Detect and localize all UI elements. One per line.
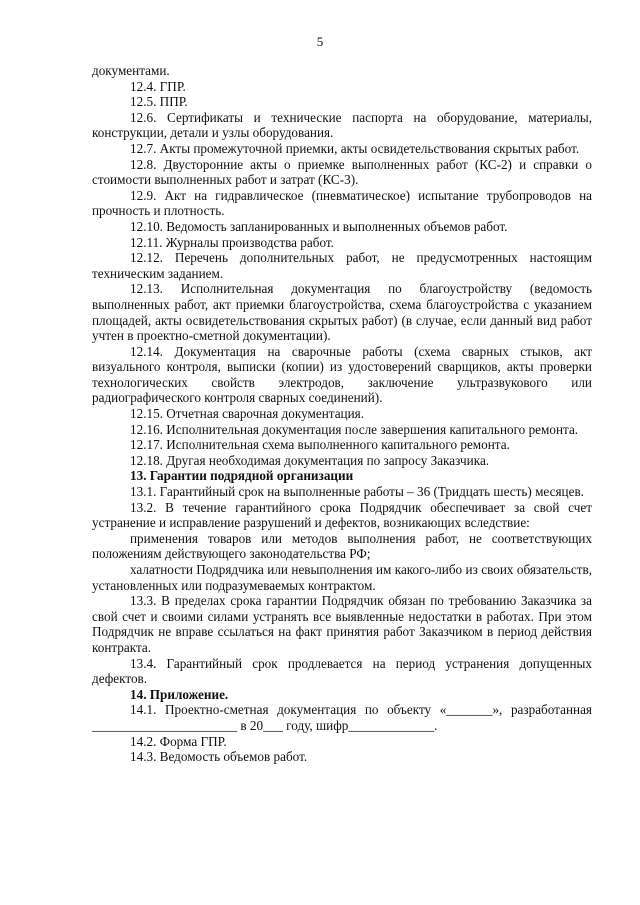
page-number: 5: [316, 34, 324, 49]
item-12-8: 12.8. Двусторонние акты о приемке выполненных работ (КС-2) и справки о стоимости выполненных работ и затрат (КС-3).: [92, 156, 592, 188]
item-12-14: 12.14. Документация на сварочные работы (схема сварных стыков, акт визуального контроля, выписки (копии) из удостоверений сварщиков, акты проверки технологических свойств электродов, заключение ультразвукового или радиографического контроля сварных соединений).: [92, 343, 592, 406]
item-12-15: 12.15. Отчетная сварочная документация.: [130, 406, 365, 422]
item-13-3: 13.3. В пределах срока гарантии Подрядчик обязан по требованию Заказчика за свой счет и своими силами устранять все выявленные недостатки в работах. При этом Подрядчик не вправе ссылаться на факт принятия работ Заказчиком в период действия контракта.: [92, 593, 592, 655]
document-body: [92, 63, 592, 765]
item-14-2: 14.2. Форма ГПР.: [130, 733, 227, 749]
item-13-2: 13.2. В течение гарантийного срока Подрядчик обеспечивает за свой счет устранение и исправление разрушений и дефектов, возникающих вследствие:: [92, 499, 592, 531]
item-12-11: 12.11. Журналы производства работ.: [130, 234, 334, 250]
item-13-4: 13.4. Гарантийный срок продлевается на период устранения допущенных дефектов.: [92, 655, 592, 687]
item-12-13: 12.13. Исполнительная документация по благоустройству (ведомость выполненных работ, акт приемки благоустройства, схема благоустройства с указанием площадей, акты освидетельствования скрытых работ) (в случае, если данный вид работ учтен в проектно-сметной документации).: [92, 281, 592, 344]
item-12-4: 12.4. ГПР.: [130, 78, 186, 94]
item-12-17: 12.17. Исполнительная схема выполненного капитального ремонта.: [130, 437, 510, 453]
item-12-10: 12.10. Ведомость запланированных и выполненных объемов работ.: [130, 218, 508, 234]
item-13-1: 13.1. Гарантийный срок на выполненные работы – 36 (Тридцать шесть) месяцев.: [130, 484, 584, 500]
item-12-12: 12.12. Перечень дополнительных работ, не предусмотренных настоящим техническим заданием.: [92, 250, 592, 281]
item-12-6: 12.6. Сертификаты и технические паспорта на оборудование, материалы, конструкции, детали и узлы оборудования.: [92, 109, 592, 141]
item-12-16: 12.16. Исполнительная документация после завершения капитального ремонта.: [130, 421, 579, 437]
item-12-18: 12.18. Другая необходимая документация по запросу Заказчика.: [130, 452, 490, 468]
item-13-2-sub-2: халатности Подрядчика или невыполнения им какого-либо из своих обязательств, установленных или подразумеваемых контрактом.: [92, 562, 592, 593]
paragraph-continuation: документами.: [92, 63, 170, 78]
section-heading-14: 14. Приложение.: [130, 686, 229, 702]
item-12-7: 12.7. Акты промежуточной приемки, акты освидетельствования скрытых работ.: [130, 140, 580, 156]
item-12-5: 12.5. ППР.: [130, 94, 188, 110]
item-12-9: 12.9. Акт на гидравлическое (пневматическое) испытание трубопроводов на прочность и плотность.: [92, 187, 592, 219]
section-heading-13: 13. Гарантии подрядной организации: [130, 468, 354, 484]
item-14-1: 14.1. Проектно-сметная документация по объекту «_______», разработанная ______________________ в 20___ году, шифр_____________.: [92, 702, 592, 733]
item-14-3: 14.3. Ведомость объемов работ.: [130, 749, 308, 765]
item-13-2-sub-1: применения товаров или методов выполнения работ, не соответствующих положениям действующего законодательства РФ;: [92, 530, 592, 562]
